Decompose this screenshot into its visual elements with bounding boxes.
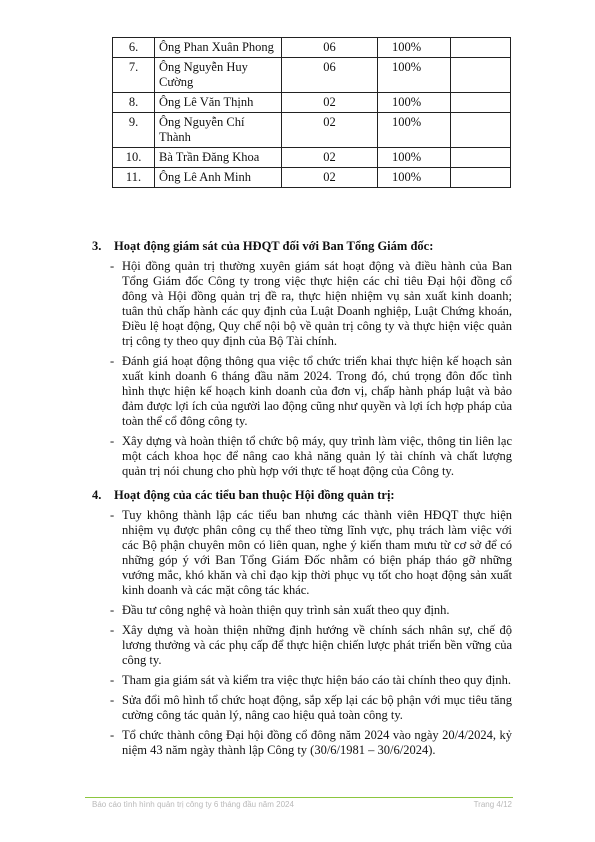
bullet-dash: - (110, 603, 115, 617)
list-item-text: Đầu tư công nghệ và hoàn thiện quy trình sản xuất theo quy định. (122, 603, 450, 617)
attendance-rate: 100% (378, 38, 451, 58)
bullet-list (92, 259, 512, 479)
meeting-count: 02 (282, 113, 378, 148)
table-body (113, 38, 511, 188)
row-number: 9. (113, 113, 155, 148)
meeting-count: 02 (282, 93, 378, 113)
member-name: Ông Nguyễn Chí Thành (155, 113, 282, 148)
notes-cell (451, 113, 511, 148)
list-item (92, 259, 512, 349)
list-item (92, 623, 512, 668)
list-item-text: Hội đồng quản trị thường xuyên giám sát hoạt động và điều hành của Ban Tổng Giám đốc Công ty trong việc thực hiện các chỉ tiêu Đại hội đồng cổ đông và Hội đồng quản trị đề ra, thực hiện nhiệm vụ sản xuất kinh doanh; tuân thủ chấp hành các quy định của Luật Doanh nghiệp, Luật Chứng khoán, Điều lệ hoạt động, Quy chế nội bộ về quản trị công ty và thực hiện việc quản trị công ty theo quy định của Bộ Tài chính. (122, 259, 512, 348)
footer-divider (85, 797, 513, 798)
list-item (92, 508, 512, 598)
page-number: Trang 4/12 (473, 800, 512, 809)
row-number: 11. (113, 168, 155, 188)
bullet-dash: - (110, 728, 115, 742)
bullet-dash: - (110, 354, 115, 368)
member-name: Ông Nguyễn Huy Cường (155, 58, 282, 93)
attendance-rate: 100% (378, 113, 451, 148)
notes-cell (451, 93, 511, 113)
meeting-count: 06 (282, 38, 378, 58)
bullet-list (92, 508, 512, 758)
notes-cell (451, 58, 511, 93)
section-supervision (92, 239, 512, 484)
section-number: 3. (92, 239, 102, 253)
list-item-text: Tham gia giám sát và kiểm tra việc thực hiện báo cáo tài chính theo quy định. (122, 673, 511, 687)
table-row (113, 58, 511, 93)
table-row (113, 168, 511, 188)
board-meeting-attendance-table (112, 37, 511, 188)
list-item-text: Tuy không thành lập các tiểu ban nhưng các thành viên HĐQT thực hiện nhiệm vụ được phân công cụ thể theo từng lĩnh vực, phụ trách làm việc với các Bộ phận chuyên môn có liên quan, nghe ý kiến tham mưu từ cơ sở để có những góp ý với Ban Tổng Giám Đốc nhằm có biện pháp tháo gỡ những vướng mắc, khó khăn và chỉ đạo kịp thời phục vụ tốt cho hoạt động sản xuất kinh doanh và các mặt công tác khác. (122, 508, 512, 597)
list-item-text: Sửa đổi mô hình tổ chức hoạt động, sắp xếp lại các bộ phận với mục tiêu tăng cường công tác quản lý, nâng cao hiệu quả toàn công ty. (122, 693, 512, 722)
list-item (92, 354, 512, 429)
section-title (92, 488, 512, 503)
section-heading: Hoạt động của các tiểu ban thuộc Hội đồng quản trị: (114, 488, 395, 502)
attendance-rate: 100% (378, 93, 451, 113)
member-name: Ông Phan Xuân Phong (155, 38, 282, 58)
list-item (92, 603, 512, 618)
notes-cell (451, 148, 511, 168)
table-row (113, 113, 511, 148)
row-number: 7. (113, 58, 155, 93)
member-name: Ông Lê Anh Minh (155, 168, 282, 188)
list-item (92, 434, 512, 479)
attendance-rate: 100% (378, 148, 451, 168)
member-name: Ông Lê Văn Thịnh (155, 93, 282, 113)
list-item (92, 728, 512, 758)
attendance-rate: 100% (378, 58, 451, 93)
bullet-dash: - (110, 693, 115, 707)
member-name: Bà Trần Đăng Khoa (155, 148, 282, 168)
bullet-dash: - (110, 623, 115, 637)
section-subcommittees (92, 488, 512, 763)
meeting-count: 02 (282, 168, 378, 188)
list-item-text: Tổ chức thành công Đại hội đồng cổ đông năm 2024 vào ngày 20/4/2024, kỷ niệm 43 năm ngày thành lập Công ty (30/6/1981 – 30/6/2024). (122, 728, 512, 757)
bullet-dash: - (110, 259, 115, 273)
row-number: 10. (113, 148, 155, 168)
list-item (92, 693, 512, 723)
table-row (113, 148, 511, 168)
section-title (92, 239, 512, 254)
footer-report-title: Báo cáo tình hình quản trị công ty 6 tháng đầu năm 2024 (92, 800, 294, 809)
row-number: 8. (113, 93, 155, 113)
list-item-text: Đánh giá hoạt động thông qua việc tổ chức triển khai thực hiện kế hoạch sản xuất kinh doanh 6 tháng đầu năm 2024. Trong đó, chú trọng đôn đốc tình hình thực hiện kế hoạch kinh doanh của đơn vị, chấp hành pháp luật và bảo đảm được lợi ích của người lao động cũng như quyền và lợi ích hợp pháp của toàn thể cổ đông công ty. (122, 354, 512, 428)
bullet-dash: - (110, 434, 115, 448)
meeting-count: 06 (282, 58, 378, 93)
list-item-text: Xây dựng và hoàn thiện tổ chức bộ máy, quy trình làm việc, thông tin liên lạc một cách khoa học để nâng cao khả năng quản lý tài chính và chất lượng quản trị nói chung cho phù hợp với thực tế hoạt động của Công ty. (122, 434, 512, 478)
list-item-text: Xây dựng và hoàn thiện những định hướng về chính sách nhân sự, chế độ lương thưởng và các phụ cấp để thực hiện chiến lược phát triển bền vững của công ty. (122, 623, 512, 667)
notes-cell (451, 168, 511, 188)
meeting-count: 02 (282, 148, 378, 168)
notes-cell (451, 38, 511, 58)
table-row (113, 38, 511, 58)
attendance-rate: 100% (378, 168, 451, 188)
section-heading: Hoạt động giám sát của HĐQT đối với Ban Tổng Giám đốc: (114, 239, 434, 253)
bullet-dash: - (110, 508, 115, 522)
section-number: 4. (92, 488, 102, 502)
list-item (92, 673, 512, 688)
row-number: 6. (113, 38, 155, 58)
table-row (113, 93, 511, 113)
bullet-dash: - (110, 673, 115, 687)
